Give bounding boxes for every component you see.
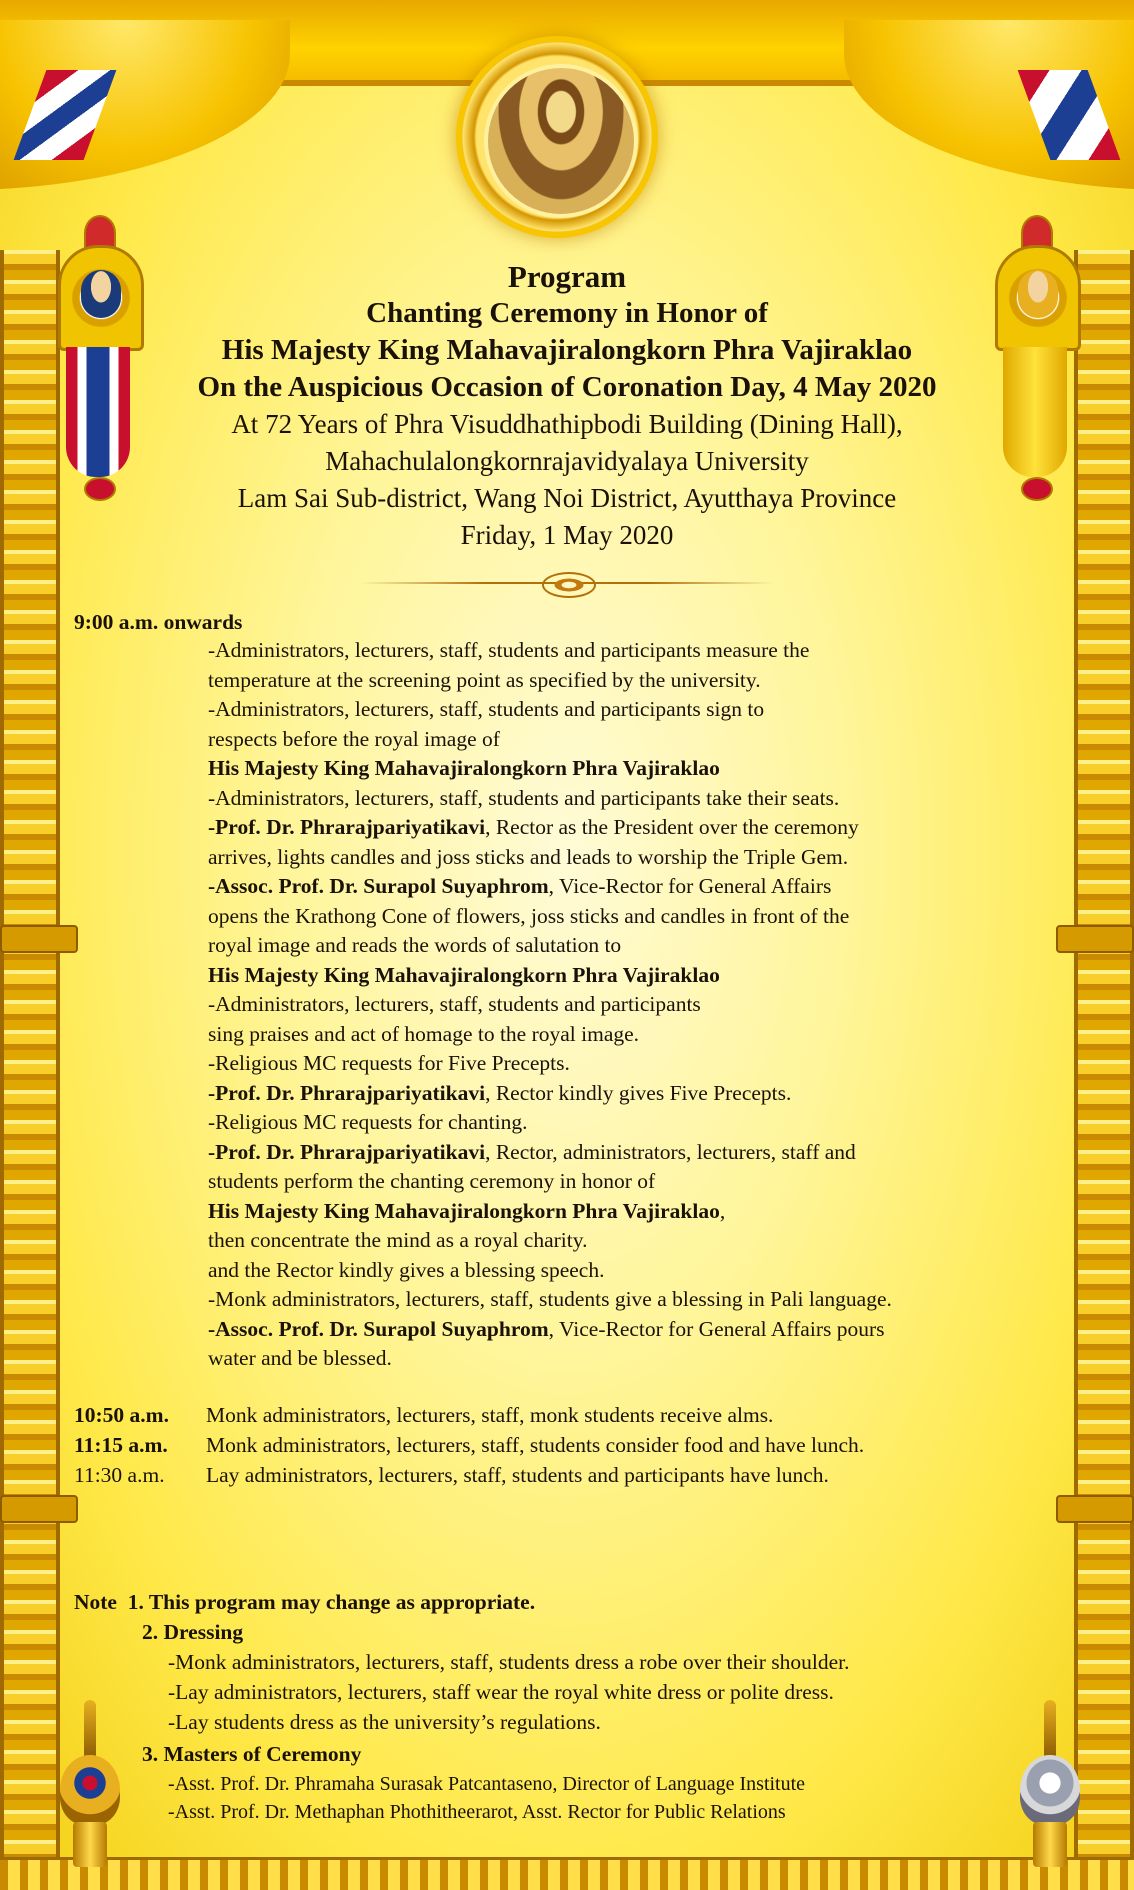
schedule-item (208, 1079, 791, 1107)
divider-ornament-icon (542, 572, 596, 598)
first-time-slot: 9:00 a.m. onwards (74, 610, 243, 634)
bottom-border (0, 1857, 1134, 1890)
schedule-item (208, 1138, 856, 1166)
note-label: Note (74, 1590, 117, 1614)
ceremony-title: Chanting Ceremony in Honor of (366, 297, 768, 329)
schedule-item-emphasis: -Prof. Dr. Phrarajpariyatikavi (208, 1139, 486, 1164)
schedule-item-emphasis: -Assoc. Prof. Dr. Surapol Suyaphrom (208, 1316, 549, 1341)
golden-pillar-right (1074, 250, 1134, 1890)
schedule-item-text: , Rector as the President over the ceremony (485, 815, 859, 839)
schedule-item-text: -Monk administrators, lecturers, staff, students give a blessing in Pali language. (208, 1287, 892, 1311)
schedule-item (208, 1197, 725, 1225)
royal-portrait-medallion (462, 42, 652, 232)
schedule-item (208, 695, 764, 723)
note-3: 3. Masters of Ceremony (142, 1742, 362, 1766)
thai-flag-ribbon-icon (66, 347, 130, 477)
schedule-item (208, 1049, 570, 1077)
schedule-item-text: students perform the chanting ceremony in honor of (208, 1169, 656, 1193)
schedule-item (208, 636, 809, 664)
program-heading (140, 258, 994, 554)
schedule-item-text: , Vice-Rector for General Affairs pours (548, 1316, 885, 1341)
dressing-item: -Monk administrators, lecturers, staff, students dress a robe over their shoulder. (168, 1650, 850, 1674)
yellow-ribbon-icon (1003, 347, 1067, 477)
time-label: 10:50 a.m. (74, 1403, 169, 1427)
schedule-item-text: , (719, 1198, 726, 1223)
program-title: Program (507, 259, 627, 294)
occasion-line: On the Auspicious Occasion of Coronation Day, 4 May 2020 (197, 371, 937, 403)
schedule-item-text: , Vice-Rector for General Affairs (548, 874, 832, 898)
time-label: 11:15 a.m. (74, 1433, 168, 1457)
timed-item (74, 1401, 773, 1429)
schedule-item (208, 1285, 892, 1313)
schedule-item (208, 872, 831, 900)
royal-emblem-banner-left (58, 215, 138, 485)
schedule-item-emphasis: His Majesty King Mahavajiralongkorn Phra Vajiraklao (208, 756, 720, 780)
schedule-item-text: , Rector, administrators, lecturers, staff and (485, 1139, 856, 1164)
schedule-item-text: -Administrators, lecturers, staff, students and participants (208, 992, 701, 1016)
schedule-item (208, 931, 621, 959)
time-label: 11:30 a.m. (74, 1463, 165, 1487)
schedule-item (208, 1020, 639, 1048)
dressing-item: -Lay students dress as the university’s regulations. (168, 1710, 601, 1734)
schedule-item-text: temperature at the screening point as specified by the university. (208, 667, 761, 692)
timed-item-text: Lay administrators, lecturers, staff, students and participants have lunch. (206, 1463, 829, 1487)
schedule-item-text: -Administrators, lecturers, staff, students and participants sign to (208, 697, 765, 721)
schedule-item-emphasis: -Prof. Dr. Phrarajpariyatikavi (208, 1080, 486, 1105)
schedule-item (208, 843, 848, 871)
schedule-item-text: water and be blessed. (208, 1346, 392, 1370)
schedule-item (208, 784, 839, 812)
schedule-item (208, 990, 701, 1018)
portrait-icon (1018, 270, 1058, 318)
schedule-item-emphasis: -Assoc. Prof. Dr. Surapol Suyaphrom (208, 874, 549, 898)
schedule-item (208, 961, 720, 989)
schedule-item-text: opens the Krathong Cone of flowers, joss sticks and candles in front of the (208, 903, 850, 928)
date-line: Friday, 1 May 2020 (460, 520, 674, 550)
timed-item-text: Monk administrators, lecturers, staff, monk students receive alms. (206, 1403, 774, 1427)
schedule-item (208, 754, 720, 782)
timed-item-text: Monk administrators, lecturers, staff, students consider food and have lunch. (206, 1433, 865, 1457)
note-1: 1. This program may change as appropriate. (127, 1590, 536, 1614)
university-line: Mahachulalongkornrajavidyalaya University (325, 446, 809, 476)
golden-pillar-left (0, 250, 60, 1890)
timed-item (74, 1461, 829, 1489)
mc-item: -Asst. Prof. Dr. Methaphan Phothitheerarot, Asst. Rector for Public Relations (168, 1801, 786, 1823)
ornamental-urn-right-icon (1015, 1700, 1085, 1870)
schedule-item (208, 1226, 587, 1254)
schedule-item (208, 1344, 392, 1372)
schedule-item-text: and the Rector kindly gives a blessing speech. (208, 1257, 605, 1282)
schedule-item-emphasis: -Prof. Dr. Phrarajpariyatikavi (208, 815, 486, 839)
schedule-item-emphasis: His Majesty King Mahavajiralongkorn Phra Vajiraklao (208, 962, 720, 987)
schedule-item-text: -Administrators, lecturers, staff, students and participants measure the (208, 638, 810, 662)
portrait-icon (81, 270, 121, 318)
dressing-item: -Lay administrators, lecturers, staff wear the royal white dress or polite dress. (168, 1680, 834, 1704)
schedule-item-text: respects before the royal image of (208, 726, 500, 751)
schedule-item-text: then concentrate the mind as a royal charity. (208, 1228, 588, 1252)
schedule-item (208, 1167, 655, 1195)
ornamental-urn-left-icon (55, 1700, 125, 1870)
schedule-item (208, 666, 761, 694)
schedule-item (208, 902, 849, 930)
royal-emblem-banner-right (995, 215, 1075, 485)
timed-item (74, 1431, 864, 1459)
ornamental-divider (360, 572, 774, 594)
honoree-name: His Majesty King Mahavajiralongkorn Phra Vajiraklao (221, 334, 913, 366)
schedule-item (208, 1108, 527, 1136)
location-line: Lam Sai Sub-district, Wang Noi District, Ayutthaya Province (237, 483, 897, 513)
schedule-item (208, 1256, 604, 1284)
mc-item: -Asst. Prof. Dr. Phramaha Surasak Patcantaseno, Director of Language Institute (168, 1773, 806, 1795)
schedule-item-text: sing praises and act of homage to the royal image. (208, 1021, 640, 1046)
schedule-item-text: royal image and reads the words of salutation to (208, 933, 622, 957)
schedule-item (208, 1315, 885, 1343)
schedule-item-text: -Religious MC requests for chanting. (208, 1110, 528, 1134)
schedule-item-text: -Religious MC requests for Five Precepts. (208, 1051, 570, 1075)
note-2: 2. Dressing (142, 1620, 244, 1644)
schedule-item-text: -Administrators, lecturers, staff, students and participants take their seats. (208, 785, 840, 810)
royal-portrait-image (484, 64, 638, 218)
schedule-item-text: arrives, lights candles and joss sticks and leads to worship the Triple Gem. (208, 844, 849, 869)
schedule-item (208, 725, 500, 753)
venue-line: At 72 Years of Phra Visuddhathipbodi Building (Dining Hall), (231, 409, 903, 439)
schedule-item-emphasis: His Majesty King Mahavajiralongkorn Phra Vajiraklao (208, 1198, 720, 1223)
schedule-item-text: , Rector kindly gives Five Precepts. (485, 1080, 792, 1105)
schedule-item (208, 813, 859, 841)
